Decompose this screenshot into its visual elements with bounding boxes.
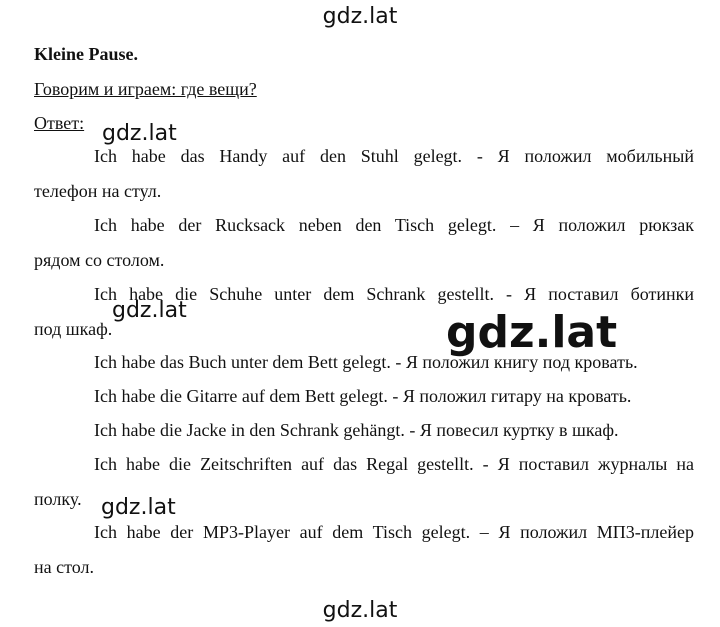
sentence-item	[34, 216, 694, 271]
sentence-item: Ich habe die Gitarre auf dem Bett gelegt. - Я положил гитару на кровать.	[94, 386, 632, 406]
answer-label: Ответ:	[34, 113, 85, 133]
exercise-subheading: Говорим и играем: где вещи?	[34, 79, 257, 99]
sentence-continuation: рядом со столом.	[34, 249, 165, 270]
sentence-item: Ich habe das Buch unter dem Bett gelegt. - Я положил книгу под кровать.	[94, 352, 638, 372]
sentence-continuation: телефон на стул.	[34, 180, 162, 201]
watermark-top: gdz.lat	[322, 4, 398, 29]
sentence-item	[34, 523, 694, 578]
sentence-item: Ich habe die Jacke in den Schrank gehängt. - Я повесил куртку в шкаф.	[94, 420, 619, 440]
sentence-continuation: под шкаф.	[34, 318, 113, 339]
watermark-bottom: gdz.lat	[322, 598, 398, 623]
sentence-line: Ich habe der Rucksack neben den Tisch gelegt. – Я положил рюкзак	[94, 215, 694, 235]
watermark-overlay: gdz.lat	[112, 298, 187, 323]
watermark-overlay: gdz.lat	[102, 121, 177, 146]
sentence-continuation: полку.	[34, 488, 82, 509]
watermark-large: gdz.lat	[446, 307, 618, 358]
watermark-overlay: gdz.lat	[101, 495, 176, 520]
sentence-line: Ich habe das Handy auf den Stuhl gelegt. - Я положил мобильный	[94, 146, 694, 166]
document-heading: Kleine Pause.	[34, 44, 138, 64]
sentence-item	[34, 147, 694, 202]
sentence-line: Ich habe die Schuhe unter dem Schrank gestellt. - Я поставил ботинки	[94, 284, 694, 304]
sentence-continuation: на стол.	[34, 556, 94, 577]
sentence-line: Ich habe die Zeitschriften auf das Regal gestellt. - Я поставил журналы на	[94, 454, 694, 474]
sentence-line: Ich habe der MP3-Player auf dem Tisch gelegt. – Я положил МП3-плейер	[94, 522, 694, 542]
